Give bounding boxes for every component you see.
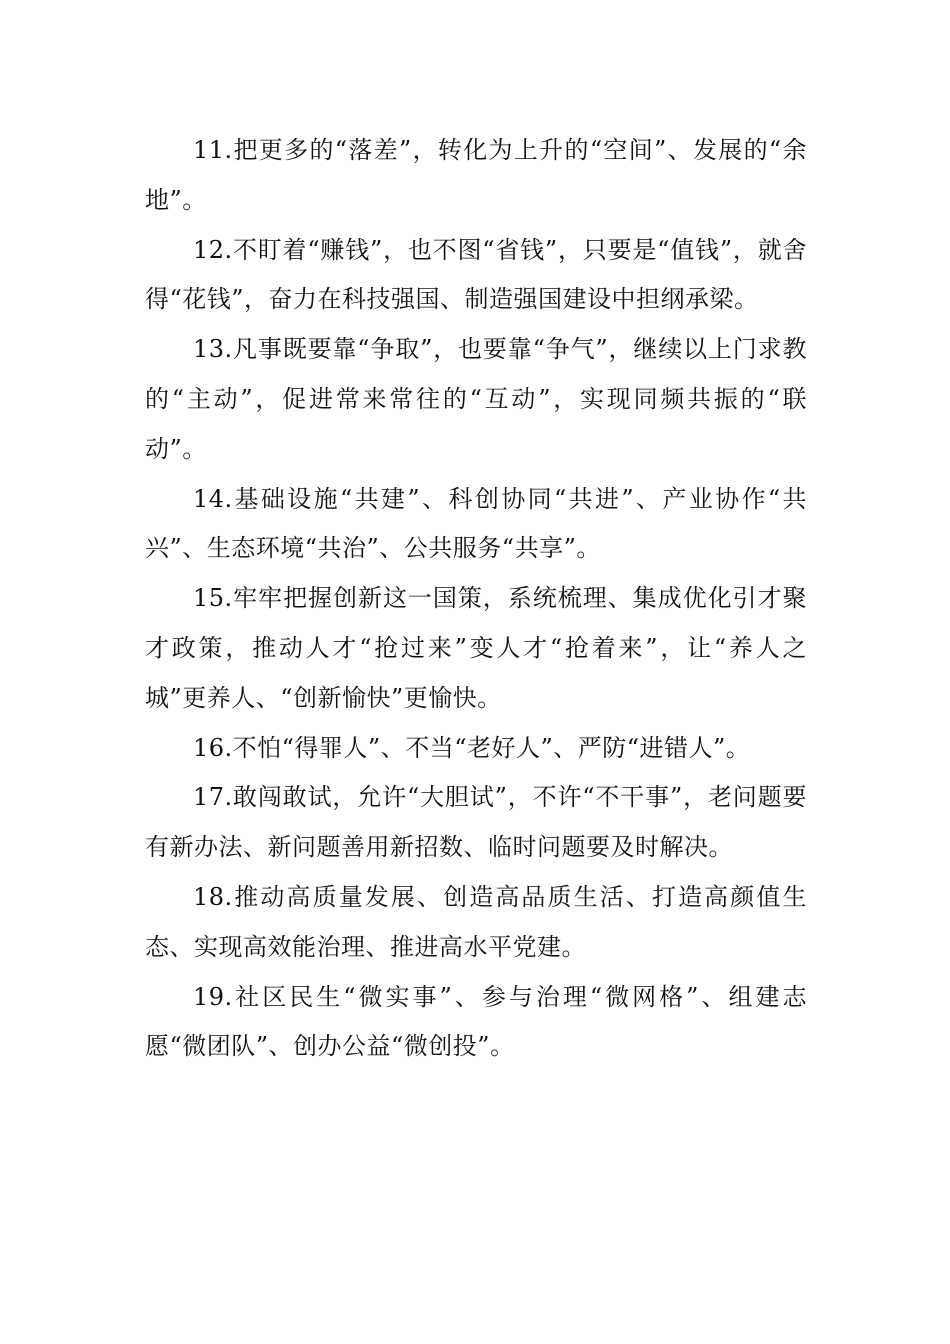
- paragraph-12: 12.不盯着“赚钱”，也不图“省钱”，只要是“值钱”，就舍得“花钱”，奋力在科技强国、制造强国建设中担纲承梁。: [145, 235, 807, 314]
- paragraph-16: 16.不怕“得罪人”、不当“老好人”、严防“进错人”。: [193, 733, 751, 762]
- paragraph-15: 15.牢牢把握创新这一国策，系统梳理、集成优化引才聚才政策，推动人才“抢过来”变人才“抢着来”，让“养人之城”更养人、“创新愉快”更愉快。: [145, 584, 807, 712]
- paragraph-19: 19.社区民生“微实事”、参与治理“微网格”、组建志愿“微团队”、创办公益“微创投”。: [145, 982, 807, 1061]
- document-body: [145, 126, 807, 1072]
- paragraph-17: 17.敢闯敢试，允许“大胆试”，不许“不干事”，老问题要有新办法、新问题善用新招数、临时问题要及时解决。: [145, 783, 807, 862]
- paragraph-14: 14.基础设施“共建”、科创协同“共进”、产业协作“共兴”、生态环境“共治”、公共服务“共享”。: [145, 484, 807, 563]
- paragraph-13: 13.凡事既要靠“争取”，也要靠“争气”，继续以上门求教的“主动”，促进常来常往的“互动”，实现同频共振的“联动”。: [145, 335, 807, 463]
- paragraph-11: 11.把更多的“落差”，转化为上升的“空间”、发展的“余地”。: [145, 136, 807, 214]
- paragraph-18: 18.推动高质量发展、创造高品质生活、打造高颜值生态、实现高效能治理、推进高水平党建。: [145, 882, 807, 961]
